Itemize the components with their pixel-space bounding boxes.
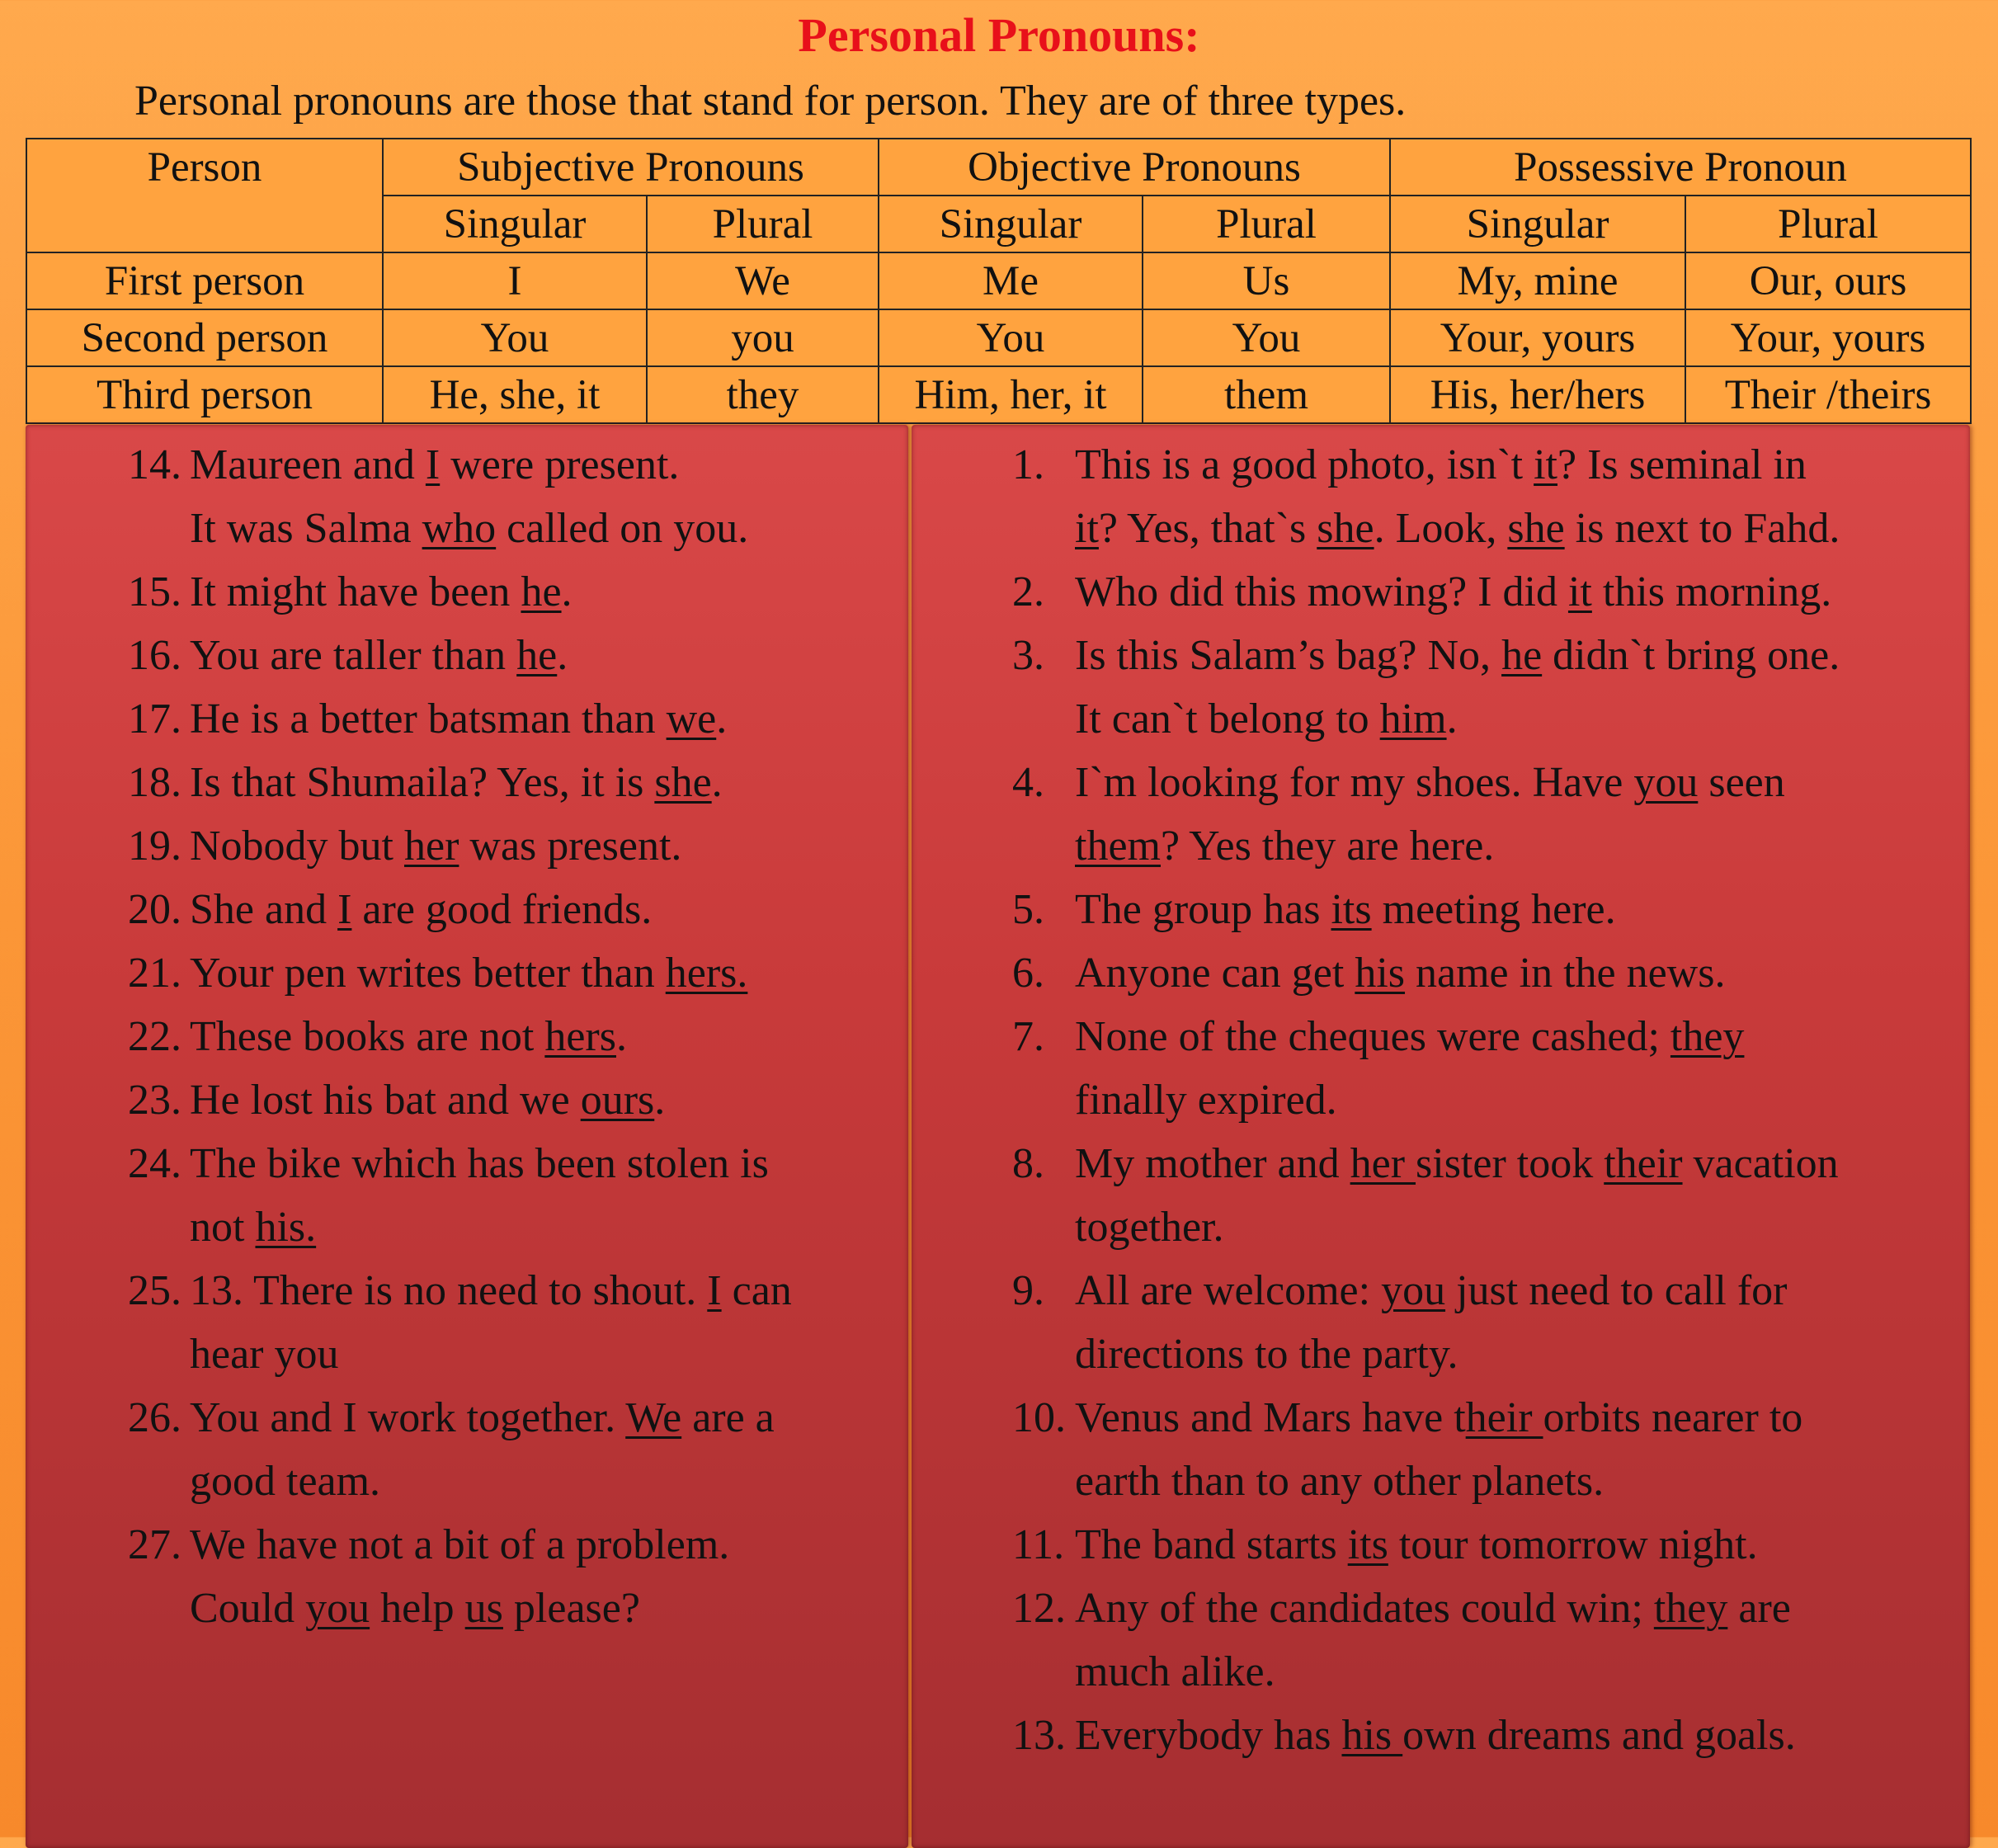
- text-run: It can`t belong to: [1075, 695, 1380, 742]
- item-text: [190, 1577, 640, 1640]
- underlined-pronoun: you: [1381, 1267, 1446, 1314]
- text-run: were present.: [440, 441, 680, 488]
- item-text: [1075, 497, 1840, 560]
- item-number: 25.: [128, 1267, 181, 1314]
- text-run: can: [721, 1267, 792, 1314]
- table-cell: You: [383, 309, 647, 366]
- underlined-pronoun: hers.: [665, 950, 748, 997]
- text-run: None of the cheques were cashed;: [1075, 1013, 1670, 1060]
- text-run: Could: [190, 1585, 306, 1632]
- text-run: please?: [502, 1585, 640, 1632]
- item-number: 9.: [1012, 1267, 1044, 1314]
- table-cell: Him, her, it: [879, 366, 1143, 423]
- underlined-pronoun: I: [707, 1267, 722, 1314]
- text-run: .: [561, 568, 573, 615]
- underlined-pronoun: it: [1534, 441, 1558, 488]
- text-run: own dreams and goals.: [1402, 1712, 1796, 1759]
- item-text: [1075, 560, 1831, 624]
- underlined-pronoun: his: [1341, 1712, 1403, 1759]
- item-text: [1075, 1704, 1796, 1767]
- item-number: 22.: [128, 1013, 181, 1060]
- text-run: . Look,: [1374, 505, 1508, 552]
- text-run: My mother and: [1075, 1140, 1350, 1187]
- subheader-cell: Plural: [1685, 196, 1971, 252]
- text-run: tour tomorrow night.: [1388, 1521, 1758, 1568]
- item-text: [1075, 1322, 1458, 1386]
- item-number: 19.: [128, 823, 181, 870]
- text-run: The bike which has been stolen is: [190, 1140, 769, 1187]
- subheader-cell: Plural: [1143, 196, 1390, 252]
- underlined-pronoun: his.: [255, 1204, 317, 1251]
- item-number: 14.: [128, 441, 181, 488]
- table-cell: they: [647, 366, 879, 423]
- item-number: 27.: [128, 1521, 181, 1568]
- text-run: All are welcome:: [1075, 1267, 1382, 1314]
- pronoun-table: [26, 138, 1972, 424]
- item-text: [190, 433, 679, 497]
- item-number: 26.: [128, 1394, 181, 1441]
- table-cell: Us: [1143, 252, 1390, 309]
- underlined-pronoun: he: [516, 632, 558, 679]
- table-cell: Me: [879, 252, 1143, 309]
- item-text: [1075, 1132, 1839, 1195]
- text-run: Is this Salam’s bag? No,: [1075, 632, 1502, 679]
- table-row: [26, 366, 1971, 423]
- text-run: The band starts: [1075, 1521, 1348, 1568]
- text-run: I`m looking for my shoes. Have: [1075, 759, 1634, 806]
- item-text: [190, 941, 747, 1005]
- right-exercise-panel: [912, 425, 1970, 1848]
- item-number: 1.: [1012, 441, 1044, 488]
- underlined-pronoun: their: [1604, 1140, 1683, 1187]
- text-run: You are taller than: [190, 632, 517, 679]
- item-text: [190, 751, 723, 814]
- text-run: earth than to any other planets.: [1075, 1458, 1605, 1505]
- item-text: [1075, 814, 1494, 878]
- text-run: seen: [1698, 759, 1785, 806]
- text-run: Everybody has: [1075, 1712, 1342, 1759]
- text-run: called on you.: [496, 505, 749, 552]
- underlined-pronoun: it: [1567, 568, 1592, 615]
- table-cell: Your, yours: [1390, 309, 1685, 366]
- text-run: vacation: [1682, 1140, 1839, 1187]
- item-text: [1075, 1259, 1788, 1322]
- table-row: [26, 309, 1971, 366]
- row-person-label: Third person: [26, 366, 383, 423]
- text-run: hear you: [190, 1331, 339, 1378]
- underlined-pronoun: hers: [544, 1013, 616, 1060]
- table-cell: He, she, it: [383, 366, 647, 423]
- item-number: 16.: [128, 632, 181, 679]
- underlined-pronoun: she: [654, 759, 712, 806]
- text-run: good team.: [190, 1458, 381, 1505]
- subheader-cell: Singular: [1390, 196, 1685, 252]
- header-objective: Objective Pronouns: [879, 139, 1390, 196]
- underlined-pronoun: they: [1670, 1013, 1745, 1060]
- text-run: help: [370, 1585, 465, 1632]
- text-run: finally expired.: [1075, 1077, 1337, 1124]
- underlined-pronoun: We: [625, 1394, 682, 1441]
- item-text: [190, 1132, 769, 1195]
- table-cell: Our, ours: [1685, 252, 1971, 309]
- underlined-pronoun: who: [422, 505, 497, 552]
- left-exercise-panel: [26, 425, 908, 1848]
- item-text: [1075, 751, 1785, 814]
- underlined-pronoun: her: [1350, 1140, 1416, 1187]
- subheader-cell: Singular: [879, 196, 1143, 252]
- item-number: 12.: [1012, 1585, 1066, 1632]
- item-text: [190, 878, 652, 941]
- item-text: [190, 1068, 665, 1132]
- text-run: It was Salma: [190, 505, 422, 552]
- item-text: [1075, 878, 1616, 941]
- text-run: is next to Fahd.: [1564, 505, 1840, 552]
- item-text: [190, 1513, 729, 1577]
- underlined-pronoun: its: [1331, 886, 1372, 933]
- text-run: much alike.: [1075, 1648, 1275, 1695]
- item-text: [1075, 1005, 1744, 1068]
- underlined-pronoun: you: [1633, 759, 1699, 806]
- text-run: 13. There is no need to shout.: [190, 1267, 708, 1314]
- text-run: This is a good photo, isn`t: [1075, 441, 1534, 488]
- item-text: [1075, 624, 1840, 687]
- subheader-cell: Singular: [383, 196, 647, 252]
- item-number: 17.: [128, 695, 181, 742]
- underlined-pronoun: her: [404, 823, 459, 870]
- item-text: [1075, 1577, 1791, 1640]
- underlined-pronoun: I: [425, 441, 441, 488]
- text-run: ? Yes they are here.: [1160, 823, 1495, 870]
- text-run: directions to the party.: [1075, 1331, 1458, 1378]
- text-run: .: [716, 695, 728, 742]
- underlined-pronoun: them: [1075, 823, 1161, 870]
- item-number: 18.: [128, 759, 181, 806]
- item-text: [1075, 687, 1458, 751]
- underlined-pronoun: its: [1347, 1521, 1388, 1568]
- item-number: 10.: [1012, 1394, 1066, 1441]
- item-text: [190, 1259, 792, 1322]
- subheader-cell: Plural: [647, 196, 879, 252]
- text-run: These books are not: [190, 1013, 545, 1060]
- item-text: [190, 1005, 627, 1068]
- text-run: .: [654, 1077, 666, 1124]
- item-number: 15.: [128, 568, 181, 615]
- text-run: Venus and Mars have t: [1075, 1394, 1466, 1441]
- item-text: [190, 624, 568, 687]
- underlined-pronoun: it: [1075, 505, 1099, 552]
- header-subjective: Subjective Pronouns: [383, 139, 879, 196]
- table-cell: you: [647, 309, 879, 366]
- item-text: [190, 1450, 380, 1513]
- underlined-pronoun: I: [337, 886, 352, 933]
- item-text: [190, 687, 727, 751]
- row-person-label: Second person: [26, 309, 383, 366]
- table-cell: You: [879, 309, 1143, 366]
- text-run: this morning.: [1591, 568, 1832, 615]
- item-number: 13.: [1012, 1712, 1066, 1759]
- text-run: orbits nearer to: [1543, 1394, 1803, 1441]
- item-text: [1075, 1640, 1275, 1704]
- item-number: 4.: [1012, 759, 1044, 806]
- text-run: together.: [1075, 1204, 1224, 1251]
- item-text: [190, 1386, 775, 1450]
- underlined-pronoun: ours: [580, 1077, 655, 1124]
- item-number: 20.: [128, 886, 181, 933]
- table-cell: You: [1143, 309, 1390, 366]
- underlined-pronoun: he: [521, 568, 562, 615]
- item-number: 23.: [128, 1077, 181, 1124]
- item-text: [1075, 1386, 1802, 1450]
- table-cell: Your, yours: [1685, 309, 1971, 366]
- underlined-pronoun: us: [464, 1585, 503, 1632]
- text-run: Nobody but: [190, 823, 404, 870]
- item-text: [190, 1195, 316, 1259]
- table-row: [26, 252, 1971, 309]
- text-run: name in the news.: [1405, 950, 1726, 997]
- item-number: 3.: [1012, 632, 1044, 679]
- text-run: ? Yes, that`s: [1098, 505, 1317, 552]
- text-run: was present.: [459, 823, 682, 870]
- table-cell: My, mine: [1390, 252, 1685, 309]
- item-number: 7.: [1012, 1013, 1044, 1060]
- item-text: [1075, 1068, 1337, 1132]
- table-cell: them: [1143, 366, 1390, 423]
- page-title: Personal Pronouns:: [798, 8, 1200, 62]
- table-cell: We: [647, 252, 879, 309]
- text-run: .: [557, 632, 568, 679]
- text-run: He lost his bat and we: [190, 1077, 581, 1124]
- item-number: 2.: [1012, 568, 1044, 615]
- item-text: [190, 814, 681, 878]
- header-possessive: Possessive Pronoun: [1390, 139, 1971, 196]
- underlined-pronoun: she: [1317, 505, 1374, 552]
- text-run: meeting here.: [1371, 886, 1616, 933]
- text-run: Maureen and: [190, 441, 426, 488]
- item-text: [190, 560, 573, 624]
- text-run: .: [615, 1013, 627, 1060]
- text-run: not: [190, 1204, 256, 1251]
- item-number: 5.: [1012, 886, 1044, 933]
- table-cell: I: [383, 252, 647, 309]
- text-run: It might have been: [190, 568, 521, 615]
- item-number: 11.: [1012, 1521, 1065, 1568]
- underlined-pronoun: his: [1355, 950, 1406, 997]
- header-person: Person: [26, 139, 383, 252]
- item-text: [1075, 1195, 1224, 1259]
- text-run: didn`t bring one.: [1542, 632, 1840, 679]
- underlined-pronoun: he: [1501, 632, 1543, 679]
- item-text: [190, 1322, 338, 1386]
- underlined-pronoun: him: [1379, 695, 1447, 742]
- underlined-pronoun: we: [666, 695, 717, 742]
- text-run: are a: [681, 1394, 775, 1441]
- underlined-pronoun: heir: [1465, 1394, 1543, 1441]
- table-cell: His, her/hers: [1390, 366, 1685, 423]
- text-run: just need to call for: [1445, 1267, 1788, 1314]
- text-run: Any of the candidates could win;: [1075, 1585, 1654, 1632]
- table-cell: Their /theirs: [1685, 366, 1971, 423]
- item-text: [1075, 1450, 1604, 1513]
- text-run: We have not a bit of a problem.: [190, 1521, 730, 1568]
- text-run: sister took: [1416, 1140, 1605, 1187]
- item-number: 24.: [128, 1140, 181, 1187]
- underlined-pronoun: she: [1507, 505, 1565, 552]
- item-text: [1075, 433, 1807, 497]
- text-run: Who did this mowing? I did: [1075, 568, 1568, 615]
- text-run: ? Is seminal in: [1557, 441, 1807, 488]
- text-run: are good friends.: [351, 886, 653, 933]
- row-person-label: First person: [26, 252, 383, 309]
- item-text: [190, 497, 748, 560]
- underlined-pronoun: you: [305, 1585, 370, 1632]
- intro-text: Personal pronouns are those that stand for person. They are of three types.: [134, 78, 1407, 125]
- text-run: Your pen writes better than: [190, 950, 666, 997]
- text-run: Is that Shumaila? Yes, it is: [190, 759, 655, 806]
- text-run: .: [1446, 695, 1458, 742]
- underlined-pronoun: they: [1653, 1585, 1728, 1632]
- item-number: 8.: [1012, 1140, 1044, 1187]
- text-run: The group has: [1075, 886, 1331, 933]
- text-run: are: [1727, 1585, 1791, 1632]
- text-run: You and I work together.: [190, 1394, 626, 1441]
- text-run: He is a better batsman than: [190, 695, 667, 742]
- text-run: She and: [190, 886, 338, 933]
- item-text: [1075, 1513, 1758, 1577]
- item-number: 21.: [128, 950, 181, 997]
- item-text: [1075, 941, 1725, 1005]
- text-run: Anyone can get: [1075, 950, 1355, 997]
- item-number: 6.: [1012, 950, 1044, 997]
- text-run: .: [711, 759, 723, 806]
